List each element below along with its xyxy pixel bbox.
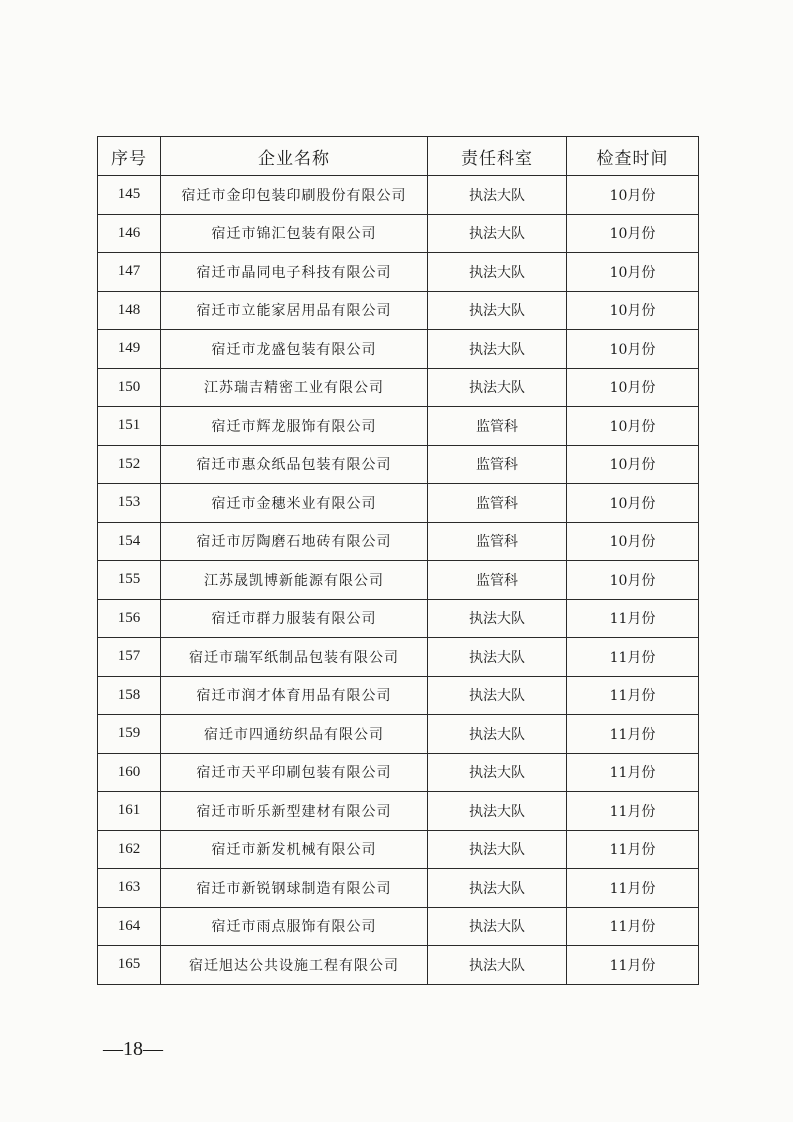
enterprise-inspection-table xyxy=(97,136,699,985)
cell-serial-number: 153 xyxy=(98,484,161,523)
cell-responsible-dept: 执法大队 xyxy=(428,753,567,792)
table-row xyxy=(98,368,699,407)
table-row xyxy=(98,522,699,561)
table-row xyxy=(98,715,699,754)
cell-company-name: 江苏瑞吉精密工业有限公司 xyxy=(161,368,428,407)
table-row xyxy=(98,638,699,677)
cell-inspection-time: 10月份 xyxy=(567,330,699,369)
cell-responsible-dept: 监管科 xyxy=(428,561,567,600)
cell-inspection-time: 10月份 xyxy=(567,214,699,253)
cell-serial-number: 156 xyxy=(98,599,161,638)
header-responsible-dept: 责任科室 xyxy=(428,137,567,176)
cell-inspection-time: 10月份 xyxy=(567,253,699,292)
table-row xyxy=(98,291,699,330)
cell-serial-number: 145 xyxy=(98,176,161,215)
table-row xyxy=(98,830,699,869)
cell-responsible-dept: 执法大队 xyxy=(428,291,567,330)
cell-inspection-time: 10月份 xyxy=(567,368,699,407)
cell-responsible-dept: 监管科 xyxy=(428,522,567,561)
table-row xyxy=(98,946,699,985)
cell-serial-number: 165 xyxy=(98,946,161,985)
cell-responsible-dept: 执法大队 xyxy=(428,676,567,715)
cell-company-name: 宿迁市新发机械有限公司 xyxy=(161,830,428,869)
cell-company-name: 宿迁市瑞军纸制品包装有限公司 xyxy=(161,638,428,677)
cell-serial-number: 154 xyxy=(98,522,161,561)
cell-responsible-dept: 执法大队 xyxy=(428,715,567,754)
cell-inspection-time: 11月份 xyxy=(567,946,699,985)
cell-serial-number: 149 xyxy=(98,330,161,369)
cell-serial-number: 160 xyxy=(98,753,161,792)
cell-inspection-time: 10月份 xyxy=(567,561,699,600)
table-row xyxy=(98,407,699,446)
table-row xyxy=(98,484,699,523)
table-row xyxy=(98,869,699,908)
table-row xyxy=(98,330,699,369)
cell-company-name: 宿迁旭达公共设施工程有限公司 xyxy=(161,946,428,985)
table-row xyxy=(98,907,699,946)
cell-inspection-time: 11月份 xyxy=(567,869,699,908)
cell-inspection-time: 11月份 xyxy=(567,676,699,715)
cell-responsible-dept: 执法大队 xyxy=(428,907,567,946)
cell-serial-number: 155 xyxy=(98,561,161,600)
cell-responsible-dept: 执法大队 xyxy=(428,830,567,869)
cell-serial-number: 147 xyxy=(98,253,161,292)
cell-responsible-dept: 执法大队 xyxy=(428,869,567,908)
table-row xyxy=(98,792,699,831)
table-row xyxy=(98,176,699,215)
cell-company-name: 宿迁市群力服装有限公司 xyxy=(161,599,428,638)
cell-inspection-time: 11月份 xyxy=(567,638,699,677)
table-row xyxy=(98,676,699,715)
cell-responsible-dept: 执法大队 xyxy=(428,176,567,215)
cell-inspection-time: 10月份 xyxy=(567,176,699,215)
cell-company-name: 宿迁市新锐钢球制造有限公司 xyxy=(161,869,428,908)
table-row xyxy=(98,214,699,253)
cell-company-name: 宿迁市辉龙服饰有限公司 xyxy=(161,407,428,446)
cell-inspection-time: 10月份 xyxy=(567,445,699,484)
cell-responsible-dept: 执法大队 xyxy=(428,214,567,253)
cell-responsible-dept: 执法大队 xyxy=(428,330,567,369)
cell-serial-number: 159 xyxy=(98,715,161,754)
cell-company-name: 宿迁市雨点服饰有限公司 xyxy=(161,907,428,946)
cell-serial-number: 158 xyxy=(98,676,161,715)
cell-responsible-dept: 执法大队 xyxy=(428,599,567,638)
cell-serial-number: 163 xyxy=(98,869,161,908)
cell-inspection-time: 10月份 xyxy=(567,291,699,330)
cell-company-name: 宿迁市润才体育用品有限公司 xyxy=(161,676,428,715)
cell-responsible-dept: 执法大队 xyxy=(428,946,567,985)
cell-company-name: 宿迁市昕乐新型建材有限公司 xyxy=(161,792,428,831)
table-row xyxy=(98,561,699,600)
cell-serial-number: 151 xyxy=(98,407,161,446)
cell-company-name: 宿迁市晶同电子科技有限公司 xyxy=(161,253,428,292)
table-row xyxy=(98,445,699,484)
cell-responsible-dept: 执法大队 xyxy=(428,368,567,407)
table-row xyxy=(98,599,699,638)
cell-company-name: 宿迁市龙盛包装有限公司 xyxy=(161,330,428,369)
cell-company-name: 宿迁市四通纺织品有限公司 xyxy=(161,715,428,754)
cell-serial-number: 146 xyxy=(98,214,161,253)
cell-company-name: 宿迁市惠众纸品包装有限公司 xyxy=(161,445,428,484)
cell-responsible-dept: 执法大队 xyxy=(428,638,567,677)
cell-responsible-dept: 执法大队 xyxy=(428,253,567,292)
cell-company-name: 宿迁市金印包装印刷股份有限公司 xyxy=(161,176,428,215)
cell-company-name: 宿迁市金穗米业有限公司 xyxy=(161,484,428,523)
cell-company-name: 宿迁市锦汇包装有限公司 xyxy=(161,214,428,253)
header-company-name: 企业名称 xyxy=(161,137,428,176)
table-row xyxy=(98,253,699,292)
cell-inspection-time: 11月份 xyxy=(567,830,699,869)
cell-responsible-dept: 监管科 xyxy=(428,407,567,446)
cell-responsible-dept: 监管科 xyxy=(428,445,567,484)
cell-inspection-time: 11月份 xyxy=(567,907,699,946)
cell-inspection-time: 10月份 xyxy=(567,407,699,446)
cell-inspection-time: 11月份 xyxy=(567,599,699,638)
header-serial-number: 序号 xyxy=(98,137,161,176)
cell-inspection-time: 10月份 xyxy=(567,484,699,523)
cell-serial-number: 164 xyxy=(98,907,161,946)
cell-inspection-time: 11月份 xyxy=(567,792,699,831)
cell-company-name: 宿迁市立能家居用品有限公司 xyxy=(161,291,428,330)
table-header-row xyxy=(98,137,699,176)
cell-company-name: 江苏晟凯博新能源有限公司 xyxy=(161,561,428,600)
page-number: —18— xyxy=(103,1038,163,1060)
cell-inspection-time: 11月份 xyxy=(567,715,699,754)
cell-serial-number: 162 xyxy=(98,830,161,869)
cell-serial-number: 161 xyxy=(98,792,161,831)
cell-inspection-time: 10月份 xyxy=(567,522,699,561)
cell-responsible-dept: 监管科 xyxy=(428,484,567,523)
cell-inspection-time: 11月份 xyxy=(567,753,699,792)
cell-company-name: 宿迁市厉陶磨石地砖有限公司 xyxy=(161,522,428,561)
cell-serial-number: 150 xyxy=(98,368,161,407)
cell-serial-number: 152 xyxy=(98,445,161,484)
header-inspection-time: 检查时间 xyxy=(567,137,699,176)
cell-responsible-dept: 执法大队 xyxy=(428,792,567,831)
table-row xyxy=(98,753,699,792)
cell-serial-number: 157 xyxy=(98,638,161,677)
cell-company-name: 宿迁市天平印刷包装有限公司 xyxy=(161,753,428,792)
cell-serial-number: 148 xyxy=(98,291,161,330)
